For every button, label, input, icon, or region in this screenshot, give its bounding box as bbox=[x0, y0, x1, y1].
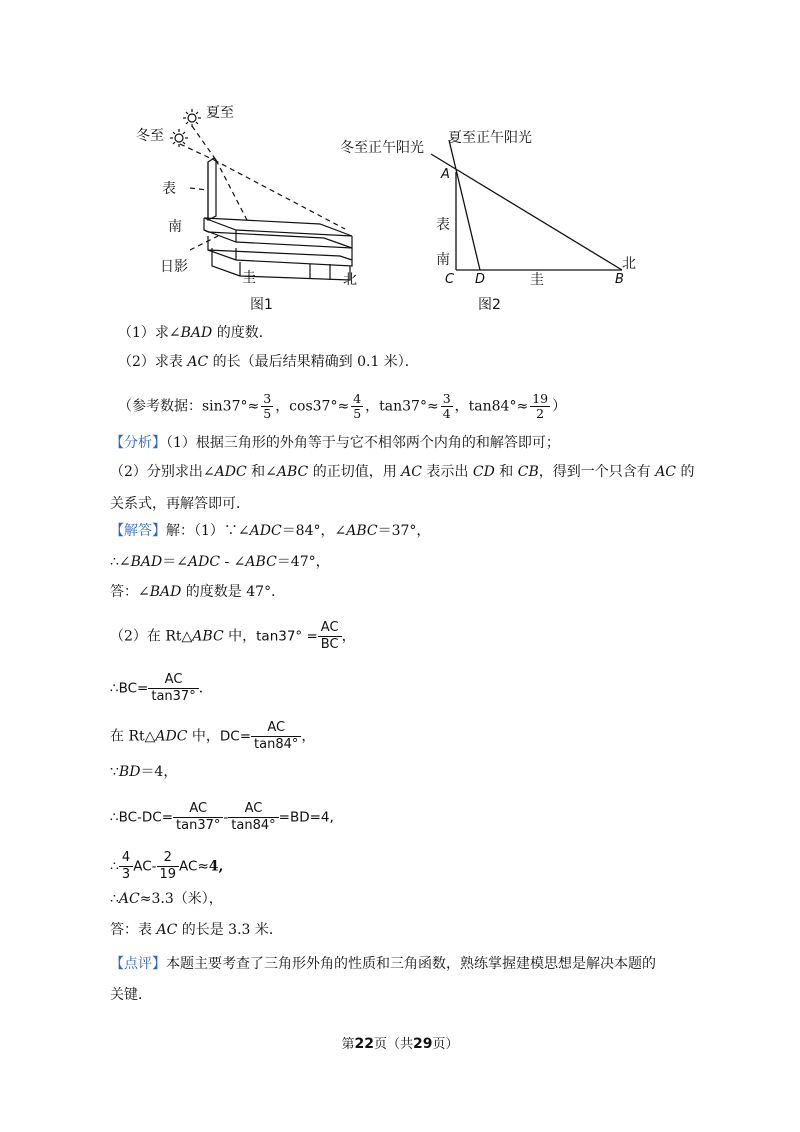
label-winter: 冬至 bbox=[136, 128, 164, 144]
label-shadow: 日影 bbox=[160, 259, 188, 275]
page-number: 22 bbox=[354, 1036, 374, 1052]
analysis-line-2: （2）分别求出∠ADC 和∠ABC 的正切值，用 AC 表示出 CD 和 CB，得到一个只含有 AC 的 bbox=[110, 464, 695, 480]
point-B: B bbox=[615, 272, 624, 287]
caption-figure-2: 图2 bbox=[478, 297, 501, 313]
solution-line-10: ∴AC≈3.3（米）， bbox=[110, 891, 223, 907]
comment-line-1: 【点评】本题主要考查了三角形外角的性质和三角函数，熟练掌握建模思想是解决本题的 bbox=[110, 956, 656, 972]
label-south-2: 南 bbox=[436, 252, 450, 268]
ray-summer bbox=[449, 140, 480, 270]
point-A: A bbox=[441, 167, 450, 182]
solution-line-7: ∵BD＝4， bbox=[110, 764, 178, 780]
solution-line-5: ∴BC= $\frac{AC}{\tan 37^\circ}$ ． bbox=[110, 672, 213, 704]
solution-line-9: ∴ $\frac{4}{3}$ AC- $\frac{2}{19}$ AC≈4, bbox=[110, 850, 224, 882]
label-gui: 圭 bbox=[242, 270, 256, 286]
point-D: D bbox=[475, 272, 486, 287]
analysis-tag: 【分析】 bbox=[110, 435, 166, 451]
summer-sun-icon bbox=[183, 109, 201, 127]
question-1: （1）求∠BAD 的度数． bbox=[118, 325, 273, 341]
label-south: 南 bbox=[168, 219, 182, 235]
analysis-line-1: 【分析】（1）根据三角形的外角等于与它不相邻两个内角的和解答即可； bbox=[110, 435, 560, 451]
solution-tag: 【解答】 bbox=[110, 523, 166, 539]
label-summer: 夏至 bbox=[206, 105, 234, 121]
solution-line-11: 答：表 AC 的长是 3.3 米． bbox=[110, 922, 283, 938]
analysis-line-3: 关系式，再解答即可． bbox=[110, 496, 250, 512]
caption-figure-1: 图1 bbox=[250, 297, 273, 313]
label-summer-noon: 夏至正午阳光 bbox=[448, 130, 532, 146]
label-gui-2: 圭 bbox=[530, 272, 544, 288]
label-gnomon: 表 bbox=[162, 181, 176, 197]
solution-line-1: 【解答】解：（1）∵∠ADC＝84°，∠ABC＝37°， bbox=[110, 523, 431, 539]
figure-1 bbox=[130, 98, 370, 318]
page-footer: 第22页（共29页） bbox=[341, 1036, 459, 1052]
label-north-2: 北 bbox=[622, 256, 636, 272]
page-total: 29 bbox=[413, 1036, 433, 1052]
label-winter-noon: 冬至正午阳光 bbox=[340, 140, 424, 156]
comment-tag: 【点评】 bbox=[110, 956, 166, 972]
point-C: C bbox=[445, 272, 455, 287]
figure-2 bbox=[335, 120, 655, 320]
solution-line-8: ∴BC-DC= $\frac{AC}{\tan 37^\circ}$ - $\frac{AC}{\tan 84^\circ}$ =BD=4, bbox=[110, 801, 334, 833]
solution-line-6: 在 Rt△ADC 中，DC= $\frac{AC}{\tan 84^\circ}$ ， bbox=[110, 720, 316, 752]
winter-sun-icon bbox=[170, 129, 188, 147]
question-2: （2）求表 AC 的长（最后结果精确到 0.1 米）． bbox=[118, 354, 419, 370]
gnomon-pillar bbox=[208, 158, 216, 220]
solution-line-3: 答：∠BAD 的度数是 47°． bbox=[110, 584, 286, 600]
solution-line-2: ∴∠BAD＝∠ADC - ∠ABC＝47°， bbox=[110, 554, 330, 570]
comment-line-2: 关键． bbox=[110, 987, 152, 1003]
reference-data: （参考数据：sin37°≈ $\frac{3}{5}$ ，cos37°≈ $\frac{4}{5}$ ，tan37°≈ $\frac{3}{4}$ ，tan84°≈ $\frac{19}{2}$ ） bbox=[118, 391, 567, 421]
label-north: 北 bbox=[343, 272, 357, 288]
label-gnomon-2: 表 bbox=[436, 217, 450, 233]
ray-winter bbox=[431, 154, 622, 270]
solution-line-4: （2）在 Rt△ABC 中，tan37° = $\frac{AC}{BC}$ ， bbox=[110, 620, 356, 652]
